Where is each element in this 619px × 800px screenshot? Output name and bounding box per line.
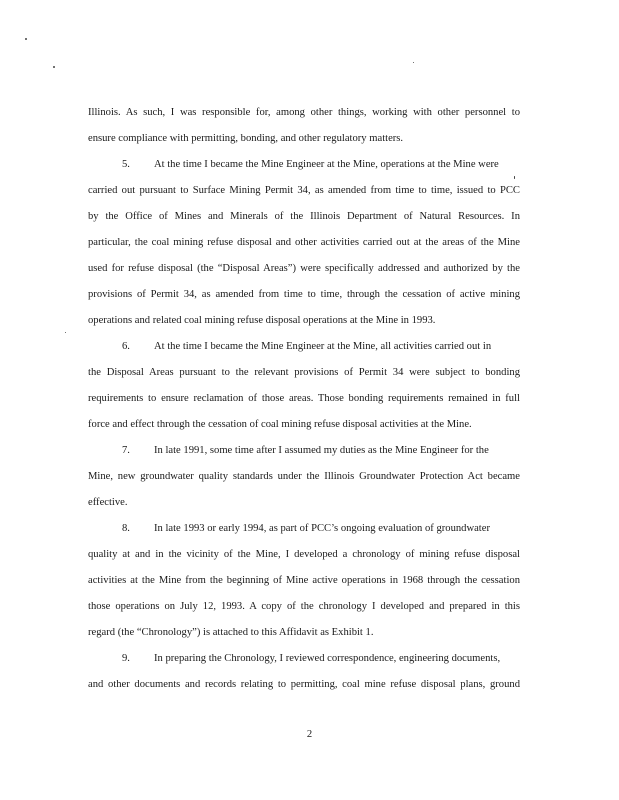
text-line: carried out pursuant to Surface Mining Permit 34, as amended from time to time, issued to PCC (88, 185, 520, 196)
paragraph-6-first-line (122, 340, 520, 353)
text-line: In preparing the Chronology, I reviewed correspondence, engineering documents, (154, 653, 501, 664)
text-line: Illinois. As such, I was responsible for, among other things, working with other personnel to (88, 107, 520, 118)
text-line: force and effect through the cessation of coal mining refuse disposal activities at the Mine. (88, 419, 472, 430)
text-line: At the time I became the Mine Engineer at the Mine, all activities carried out in (154, 341, 492, 352)
paragraph-number: 7. (122, 445, 130, 456)
text-line: the Disposal Areas pursuant to the relevant provisions of Permit 34 were subject to bonding (88, 367, 520, 378)
scan-speck (514, 176, 515, 179)
scan-speck (53, 66, 55, 68)
text-line: particular, the coal mining refuse disposal and other activities carried out at the areas of the Mine (88, 237, 520, 248)
paragraph-9-first-line (122, 652, 520, 665)
scan-speck (413, 62, 414, 63)
text-line: effective. (88, 497, 128, 508)
scan-speck (65, 332, 66, 333)
paragraph-number: 8. (122, 523, 130, 534)
text-line: In late 1993 or early 1994, as part of PCC’s ongoing evaluation of groundwater (154, 523, 490, 534)
text-line: ensure compliance with permitting, bonding, and other regulatory matters. (88, 133, 404, 144)
paragraph-7-first-line (122, 444, 520, 457)
scan-speck (25, 38, 27, 40)
paragraph-number: 9. (122, 653, 130, 664)
text-line: used for refuse disposal (the “Disposal Areas”) were specifically addressed and authorized by the (88, 263, 520, 274)
paragraph-5-first-line (122, 158, 520, 171)
text-line: by the Office of Mines and Minerals of the Illinois Department of Natural Resources. In (88, 211, 520, 222)
text-line: Mine, new groundwater quality standards under the Illinois Groundwater Protection Act became (88, 471, 520, 482)
page-number: 2 (306, 729, 313, 740)
text-line: quality at and in the vicinity of the Mine, I developed a chronology of mining refuse disposal (88, 549, 520, 560)
paragraph-number: 5. (122, 159, 130, 170)
paragraph-8-first-line (122, 522, 520, 535)
text-line: operations and related coal mining refuse disposal operations at the Mine in 1993. (88, 315, 436, 326)
paragraph-number: 6. (122, 341, 130, 352)
text-line: regard (the “Chronology”) is attached to this Affidavit as Exhibit 1. (88, 627, 374, 638)
text-line: In late 1991, some time after I assumed my duties as the Mine Engineer for the (154, 445, 489, 456)
text-line: requirements to ensure reclamation of those areas. Those bonding requirements remained in full (88, 393, 520, 404)
text-line: activities at the Mine from the beginning of Mine active operations in 1968 through the cessation (88, 575, 520, 586)
text-line: At the time I became the Mine Engineer at the Mine, operations at the Mine were (154, 159, 499, 170)
text-line: provisions of Permit 34, as amended from time to time, through the cessation of active mining (88, 289, 520, 300)
text-line: and other documents and records relating to permitting, coal mine refuse disposal plans, ground (88, 679, 520, 690)
text-line: those operations on July 12, 1993. A copy of the chronology I developed and prepared in this (88, 601, 520, 612)
